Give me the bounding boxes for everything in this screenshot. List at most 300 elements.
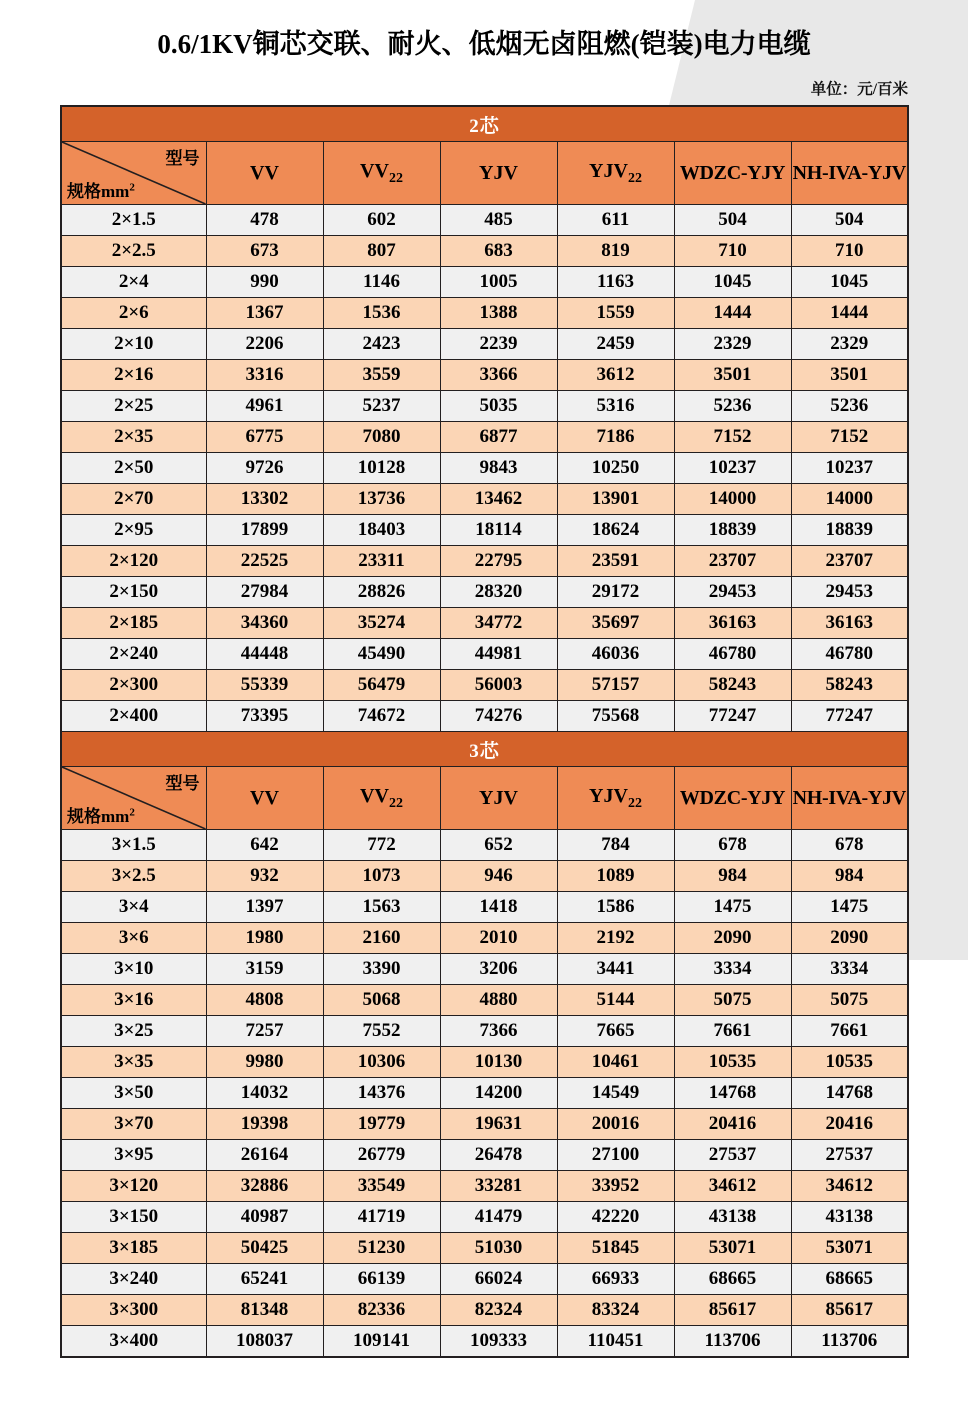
cell-price: 2192 bbox=[557, 923, 674, 954]
cell-price: 20416 bbox=[674, 1109, 791, 1140]
cell-price: 23707 bbox=[791, 546, 908, 577]
table-row bbox=[61, 954, 908, 985]
table-row bbox=[61, 670, 908, 701]
cable-price-table bbox=[60, 105, 909, 1358]
cell-price: 65241 bbox=[206, 1264, 323, 1295]
cell-price: 14000 bbox=[791, 484, 908, 515]
table-row bbox=[61, 608, 908, 639]
cell-price: 28826 bbox=[323, 577, 440, 608]
cell-price: 2329 bbox=[791, 329, 908, 360]
table-row bbox=[61, 1171, 908, 1202]
cell-price: 946 bbox=[440, 861, 557, 892]
column-header-base: VV bbox=[360, 784, 389, 807]
cell-spec: 2×10 bbox=[61, 329, 206, 360]
cell-price: 43138 bbox=[791, 1202, 908, 1233]
column-header-yjv-22 bbox=[557, 142, 674, 205]
cell-price: 1397 bbox=[206, 892, 323, 923]
column-header-base: YJV bbox=[479, 161, 518, 184]
cell-price: 485 bbox=[440, 205, 557, 236]
cell-price: 7661 bbox=[791, 1016, 908, 1047]
cell-price: 3334 bbox=[674, 954, 791, 985]
column-header-row bbox=[61, 142, 908, 205]
cell-price: 984 bbox=[674, 861, 791, 892]
cell-price: 3559 bbox=[323, 360, 440, 391]
cell-price: 5316 bbox=[557, 391, 674, 422]
cell-price: 642 bbox=[206, 830, 323, 861]
cell-price: 113706 bbox=[791, 1326, 908, 1358]
cell-price: 6877 bbox=[440, 422, 557, 453]
cell-spec: 2×2.5 bbox=[61, 236, 206, 267]
column-header-nh-iva-yjv bbox=[791, 142, 908, 205]
cell-spec: 3×35 bbox=[61, 1047, 206, 1078]
table-row bbox=[61, 1326, 908, 1358]
cell-spec: 2×400 bbox=[61, 701, 206, 732]
cell-price: 68665 bbox=[791, 1264, 908, 1295]
cell-price: 7152 bbox=[791, 422, 908, 453]
cell-price: 18403 bbox=[323, 515, 440, 546]
cell-price: 14200 bbox=[440, 1078, 557, 1109]
cell-price: 678 bbox=[674, 830, 791, 861]
table-row bbox=[61, 1016, 908, 1047]
cell-price: 46036 bbox=[557, 639, 674, 670]
cell-price: 10306 bbox=[323, 1047, 440, 1078]
cell-price: 46780 bbox=[674, 639, 791, 670]
cell-price: 14549 bbox=[557, 1078, 674, 1109]
cell-spec: 3×95 bbox=[61, 1140, 206, 1171]
table-row bbox=[61, 391, 908, 422]
column-header-base: VV bbox=[360, 159, 389, 182]
cell-price: 2090 bbox=[674, 923, 791, 954]
cell-price: 9980 bbox=[206, 1047, 323, 1078]
corner-split-header-cell bbox=[61, 142, 206, 205]
table-row bbox=[61, 546, 908, 577]
cell-price: 990 bbox=[206, 267, 323, 298]
cell-price: 10461 bbox=[557, 1047, 674, 1078]
cell-price: 10250 bbox=[557, 453, 674, 484]
cell-spec: 2×150 bbox=[61, 577, 206, 608]
cell-price: 27100 bbox=[557, 1140, 674, 1171]
cell-price: 7186 bbox=[557, 422, 674, 453]
cell-price: 1536 bbox=[323, 298, 440, 329]
table-row bbox=[61, 923, 908, 954]
cell-spec: 3×300 bbox=[61, 1295, 206, 1326]
section-header-row bbox=[61, 106, 908, 142]
cell-price: 23707 bbox=[674, 546, 791, 577]
cell-price: 82324 bbox=[440, 1295, 557, 1326]
cell-price: 110451 bbox=[557, 1326, 674, 1358]
page-title: 0.6/1KV铜芯交联、耐火、低烟无卤阻燃(铠装)电力电缆 bbox=[157, 29, 811, 59]
column-header-yjv-22 bbox=[557, 767, 674, 830]
cell-price: 108037 bbox=[206, 1326, 323, 1358]
table-row bbox=[61, 1078, 908, 1109]
column-header-base: VV bbox=[250, 161, 279, 184]
cell-price: 19398 bbox=[206, 1109, 323, 1140]
cell-price: 18839 bbox=[674, 515, 791, 546]
section-title: 3芯 bbox=[61, 732, 908, 767]
cell-price: 18839 bbox=[791, 515, 908, 546]
cell-price: 75568 bbox=[557, 701, 674, 732]
table-row bbox=[61, 298, 908, 329]
cell-price: 14376 bbox=[323, 1078, 440, 1109]
table-row bbox=[61, 577, 908, 608]
cell-spec: 2×185 bbox=[61, 608, 206, 639]
cell-price: 14032 bbox=[206, 1078, 323, 1109]
cell-price: 819 bbox=[557, 236, 674, 267]
cell-price: 29172 bbox=[557, 577, 674, 608]
cell-spec: 3×16 bbox=[61, 985, 206, 1016]
cell-spec: 3×70 bbox=[61, 1109, 206, 1140]
cell-spec: 2×6 bbox=[61, 298, 206, 329]
cell-price: 2423 bbox=[323, 329, 440, 360]
corner-label-model: 型号 bbox=[165, 774, 200, 793]
table-row bbox=[61, 861, 908, 892]
cell-spec: 3×1.5 bbox=[61, 830, 206, 861]
column-header-base: VV bbox=[250, 786, 279, 809]
cell-spec: 2×300 bbox=[61, 670, 206, 701]
cell-price: 74672 bbox=[323, 701, 440, 732]
cell-spec: 2×35 bbox=[61, 422, 206, 453]
corner-split-header-cell bbox=[61, 767, 206, 830]
cell-spec: 3×4 bbox=[61, 892, 206, 923]
cell-price: 504 bbox=[674, 205, 791, 236]
column-header-base: NH-IVA-YJV bbox=[792, 786, 906, 809]
cell-price: 1980 bbox=[206, 923, 323, 954]
column-header-subscript: 22 bbox=[627, 170, 642, 186]
cell-price: 1146 bbox=[323, 267, 440, 298]
cell-price: 5144 bbox=[557, 985, 674, 1016]
cell-price: 113706 bbox=[674, 1326, 791, 1358]
cell-price: 7366 bbox=[440, 1016, 557, 1047]
cell-price: 710 bbox=[674, 236, 791, 267]
cell-price: 58243 bbox=[791, 670, 908, 701]
column-header-vv bbox=[206, 767, 323, 830]
cell-price: 29453 bbox=[791, 577, 908, 608]
column-header-vv bbox=[206, 142, 323, 205]
cell-price: 1045 bbox=[674, 267, 791, 298]
cell-price: 984 bbox=[791, 861, 908, 892]
cell-price: 33952 bbox=[557, 1171, 674, 1202]
cell-price: 13901 bbox=[557, 484, 674, 515]
cell-price: 5236 bbox=[674, 391, 791, 422]
cell-price: 2090 bbox=[791, 923, 908, 954]
column-header-base: WDZC-YJY bbox=[679, 786, 786, 809]
cell-price: 57157 bbox=[557, 670, 674, 701]
price-tables-container bbox=[60, 105, 908, 1358]
section-header-row bbox=[61, 732, 908, 767]
cell-price: 41479 bbox=[440, 1202, 557, 1233]
table-row bbox=[61, 892, 908, 923]
cell-spec: 2×25 bbox=[61, 391, 206, 422]
column-header-vv-22 bbox=[323, 142, 440, 205]
cell-price: 10237 bbox=[674, 453, 791, 484]
cell-spec: 3×150 bbox=[61, 1202, 206, 1233]
cell-price: 3206 bbox=[440, 954, 557, 985]
table-row bbox=[61, 1202, 908, 1233]
cell-price: 26478 bbox=[440, 1140, 557, 1171]
cell-price: 2206 bbox=[206, 329, 323, 360]
cell-price: 58243 bbox=[674, 670, 791, 701]
cell-price: 1089 bbox=[557, 861, 674, 892]
cell-price: 10128 bbox=[323, 453, 440, 484]
cell-price: 1367 bbox=[206, 298, 323, 329]
cell-price: 2239 bbox=[440, 329, 557, 360]
cell-price: 41719 bbox=[323, 1202, 440, 1233]
cell-price: 3334 bbox=[791, 954, 908, 985]
cell-price: 81348 bbox=[206, 1295, 323, 1326]
cell-price: 66933 bbox=[557, 1264, 674, 1295]
column-header-subscript: 22 bbox=[388, 170, 403, 186]
cell-price: 13736 bbox=[323, 484, 440, 515]
corner-label-spec: 规格$mm^2$ bbox=[67, 806, 135, 826]
cell-price: 1444 bbox=[791, 298, 908, 329]
column-header-row bbox=[61, 767, 908, 830]
cell-price: 7152 bbox=[674, 422, 791, 453]
cell-spec: 2×50 bbox=[61, 453, 206, 484]
cell-price: 20416 bbox=[791, 1109, 908, 1140]
table-row bbox=[61, 1047, 908, 1078]
cell-price: 10130 bbox=[440, 1047, 557, 1078]
cell-price: 678 bbox=[791, 830, 908, 861]
column-header-yjv bbox=[440, 142, 557, 205]
cell-price: 9726 bbox=[206, 453, 323, 484]
cell-spec: 2×1.5 bbox=[61, 205, 206, 236]
cell-spec: 2×120 bbox=[61, 546, 206, 577]
table-row bbox=[61, 329, 908, 360]
cell-price: 3366 bbox=[440, 360, 557, 391]
cell-price: 42220 bbox=[557, 1202, 674, 1233]
cell-price: 5075 bbox=[674, 985, 791, 1016]
cell-price: 5237 bbox=[323, 391, 440, 422]
cell-price: 44981 bbox=[440, 639, 557, 670]
cell-price: 10535 bbox=[674, 1047, 791, 1078]
cell-price: 51230 bbox=[323, 1233, 440, 1264]
column-header-vv-22 bbox=[323, 767, 440, 830]
cell-spec: 3×185 bbox=[61, 1233, 206, 1264]
cell-price: 683 bbox=[440, 236, 557, 267]
cell-price: 53071 bbox=[791, 1233, 908, 1264]
column-header-base: NH-IVA-YJV bbox=[792, 161, 906, 184]
cell-price: 5035 bbox=[440, 391, 557, 422]
cell-price: 35697 bbox=[557, 608, 674, 639]
cell-price: 1475 bbox=[674, 892, 791, 923]
cell-price: 611 bbox=[557, 205, 674, 236]
corner-label-spec: 规格$mm^2$ bbox=[67, 181, 135, 201]
cell-price: 1073 bbox=[323, 861, 440, 892]
cell-price: 13462 bbox=[440, 484, 557, 515]
cell-price: 5236 bbox=[791, 391, 908, 422]
cell-spec: 2×16 bbox=[61, 360, 206, 391]
cell-price: 55339 bbox=[206, 670, 323, 701]
cell-price: 710 bbox=[791, 236, 908, 267]
cell-price: 7080 bbox=[323, 422, 440, 453]
cell-spec: 2×240 bbox=[61, 639, 206, 670]
cell-price: 51030 bbox=[440, 1233, 557, 1264]
cell-price: 807 bbox=[323, 236, 440, 267]
cell-price: 4961 bbox=[206, 391, 323, 422]
cell-price: 56479 bbox=[323, 670, 440, 701]
cell-price: 66024 bbox=[440, 1264, 557, 1295]
cell-price: 9843 bbox=[440, 453, 557, 484]
cell-price: 10535 bbox=[791, 1047, 908, 1078]
column-header-wdzc-yjy bbox=[674, 142, 791, 205]
cell-spec: 2×4 bbox=[61, 267, 206, 298]
cell-price: 26164 bbox=[206, 1140, 323, 1171]
cell-price: 2160 bbox=[323, 923, 440, 954]
table-row bbox=[61, 1264, 908, 1295]
cell-price: 3441 bbox=[557, 954, 674, 985]
cell-price: 1163 bbox=[557, 267, 674, 298]
column-header-base: WDZC-YJY bbox=[679, 161, 786, 184]
cell-price: 34772 bbox=[440, 608, 557, 639]
column-header-subscript: 22 bbox=[627, 795, 642, 811]
table-row bbox=[61, 1233, 908, 1264]
table-row bbox=[61, 267, 908, 298]
cell-price: 7552 bbox=[323, 1016, 440, 1047]
cell-price: 6775 bbox=[206, 422, 323, 453]
cell-price: 18624 bbox=[557, 515, 674, 546]
cell-spec: 3×6 bbox=[61, 923, 206, 954]
cell-price: 23311 bbox=[323, 546, 440, 577]
cell-price: 3159 bbox=[206, 954, 323, 985]
cell-price: 1388 bbox=[440, 298, 557, 329]
cell-price: 73395 bbox=[206, 701, 323, 732]
cell-price: 13302 bbox=[206, 484, 323, 515]
cell-price: 4808 bbox=[206, 985, 323, 1016]
cell-price: 83324 bbox=[557, 1295, 674, 1326]
cell-price: 28320 bbox=[440, 577, 557, 608]
cell-price: 2329 bbox=[674, 329, 791, 360]
cell-spec: 3×50 bbox=[61, 1078, 206, 1109]
table-row bbox=[61, 236, 908, 267]
cell-price: 602 bbox=[323, 205, 440, 236]
cell-price: 36163 bbox=[674, 608, 791, 639]
cell-price: 14000 bbox=[674, 484, 791, 515]
cell-price: 1559 bbox=[557, 298, 674, 329]
cell-price: 673 bbox=[206, 236, 323, 267]
cell-price: 74276 bbox=[440, 701, 557, 732]
cell-price: 2010 bbox=[440, 923, 557, 954]
column-header-subscript: 22 bbox=[388, 795, 403, 811]
cell-price: 1444 bbox=[674, 298, 791, 329]
cell-spec: 3×240 bbox=[61, 1264, 206, 1295]
cell-price: 34360 bbox=[206, 608, 323, 639]
cell-price: 1045 bbox=[791, 267, 908, 298]
cell-price: 3316 bbox=[206, 360, 323, 391]
cell-price: 478 bbox=[206, 205, 323, 236]
cell-spec: 2×95 bbox=[61, 515, 206, 546]
cell-price: 33281 bbox=[440, 1171, 557, 1202]
column-header-base: YJV bbox=[589, 159, 628, 182]
section-title: 2芯 bbox=[61, 106, 908, 142]
cell-spec: 3×25 bbox=[61, 1016, 206, 1047]
cell-price: 14768 bbox=[791, 1078, 908, 1109]
cell-price: 10237 bbox=[791, 453, 908, 484]
cell-spec: 3×10 bbox=[61, 954, 206, 985]
cell-price: 85617 bbox=[674, 1295, 791, 1326]
cell-price: 18114 bbox=[440, 515, 557, 546]
cell-price: 40987 bbox=[206, 1202, 323, 1233]
column-header-base: YJV bbox=[479, 786, 518, 809]
cell-price: 4880 bbox=[440, 985, 557, 1016]
cell-price: 68665 bbox=[674, 1264, 791, 1295]
cell-price: 29453 bbox=[674, 577, 791, 608]
cell-spec: 3×400 bbox=[61, 1326, 206, 1358]
cell-price: 27537 bbox=[674, 1140, 791, 1171]
cell-price: 53071 bbox=[674, 1233, 791, 1264]
cell-price: 504 bbox=[791, 205, 908, 236]
cell-price: 1005 bbox=[440, 267, 557, 298]
table-row bbox=[61, 360, 908, 391]
cell-price: 7257 bbox=[206, 1016, 323, 1047]
cell-price: 85617 bbox=[791, 1295, 908, 1326]
cell-price: 20016 bbox=[557, 1109, 674, 1140]
cell-price: 2459 bbox=[557, 329, 674, 360]
cell-price: 1418 bbox=[440, 892, 557, 923]
cell-price: 46780 bbox=[791, 639, 908, 670]
cell-price: 14768 bbox=[674, 1078, 791, 1109]
cell-price: 32886 bbox=[206, 1171, 323, 1202]
cell-price: 19631 bbox=[440, 1109, 557, 1140]
column-header-yjv bbox=[440, 767, 557, 830]
cell-price: 19779 bbox=[323, 1109, 440, 1140]
table-row bbox=[61, 484, 908, 515]
cell-price: 1563 bbox=[323, 892, 440, 923]
cell-price: 3390 bbox=[323, 954, 440, 985]
cell-price: 109333 bbox=[440, 1326, 557, 1358]
cell-price: 77247 bbox=[791, 701, 908, 732]
cell-price: 3501 bbox=[674, 360, 791, 391]
cell-price: 33549 bbox=[323, 1171, 440, 1202]
cell-spec: 3×120 bbox=[61, 1171, 206, 1202]
cell-price: 26779 bbox=[323, 1140, 440, 1171]
cell-price: 5075 bbox=[791, 985, 908, 1016]
column-header-nh-iva-yjv bbox=[791, 767, 908, 830]
cell-spec: 2×70 bbox=[61, 484, 206, 515]
table-row bbox=[61, 422, 908, 453]
cell-price: 17899 bbox=[206, 515, 323, 546]
cell-price: 27984 bbox=[206, 577, 323, 608]
cell-price: 45490 bbox=[323, 639, 440, 670]
table-row bbox=[61, 985, 908, 1016]
table-row bbox=[61, 1109, 908, 1140]
table-row bbox=[61, 830, 908, 861]
cell-price: 34612 bbox=[674, 1171, 791, 1202]
cell-spec: 3×2.5 bbox=[61, 861, 206, 892]
cell-price: 3501 bbox=[791, 360, 908, 391]
cell-price: 51845 bbox=[557, 1233, 674, 1264]
cell-price: 7661 bbox=[674, 1016, 791, 1047]
cell-price: 772 bbox=[323, 830, 440, 861]
unit-note: 单位：元/百米 bbox=[810, 81, 908, 98]
cell-price: 82336 bbox=[323, 1295, 440, 1326]
table-row bbox=[61, 1295, 908, 1326]
cell-price: 34612 bbox=[791, 1171, 908, 1202]
cell-price: 56003 bbox=[440, 670, 557, 701]
cell-price: 66139 bbox=[323, 1264, 440, 1295]
cell-price: 35274 bbox=[323, 608, 440, 639]
cell-price: 932 bbox=[206, 861, 323, 892]
cell-price: 36163 bbox=[791, 608, 908, 639]
cell-price: 652 bbox=[440, 830, 557, 861]
cell-price: 5068 bbox=[323, 985, 440, 1016]
table-row bbox=[61, 515, 908, 546]
table-row bbox=[61, 639, 908, 670]
cell-price: 1586 bbox=[557, 892, 674, 923]
table-row bbox=[61, 205, 908, 236]
cell-price: 22795 bbox=[440, 546, 557, 577]
table-row bbox=[61, 701, 908, 732]
table-row bbox=[61, 1140, 908, 1171]
